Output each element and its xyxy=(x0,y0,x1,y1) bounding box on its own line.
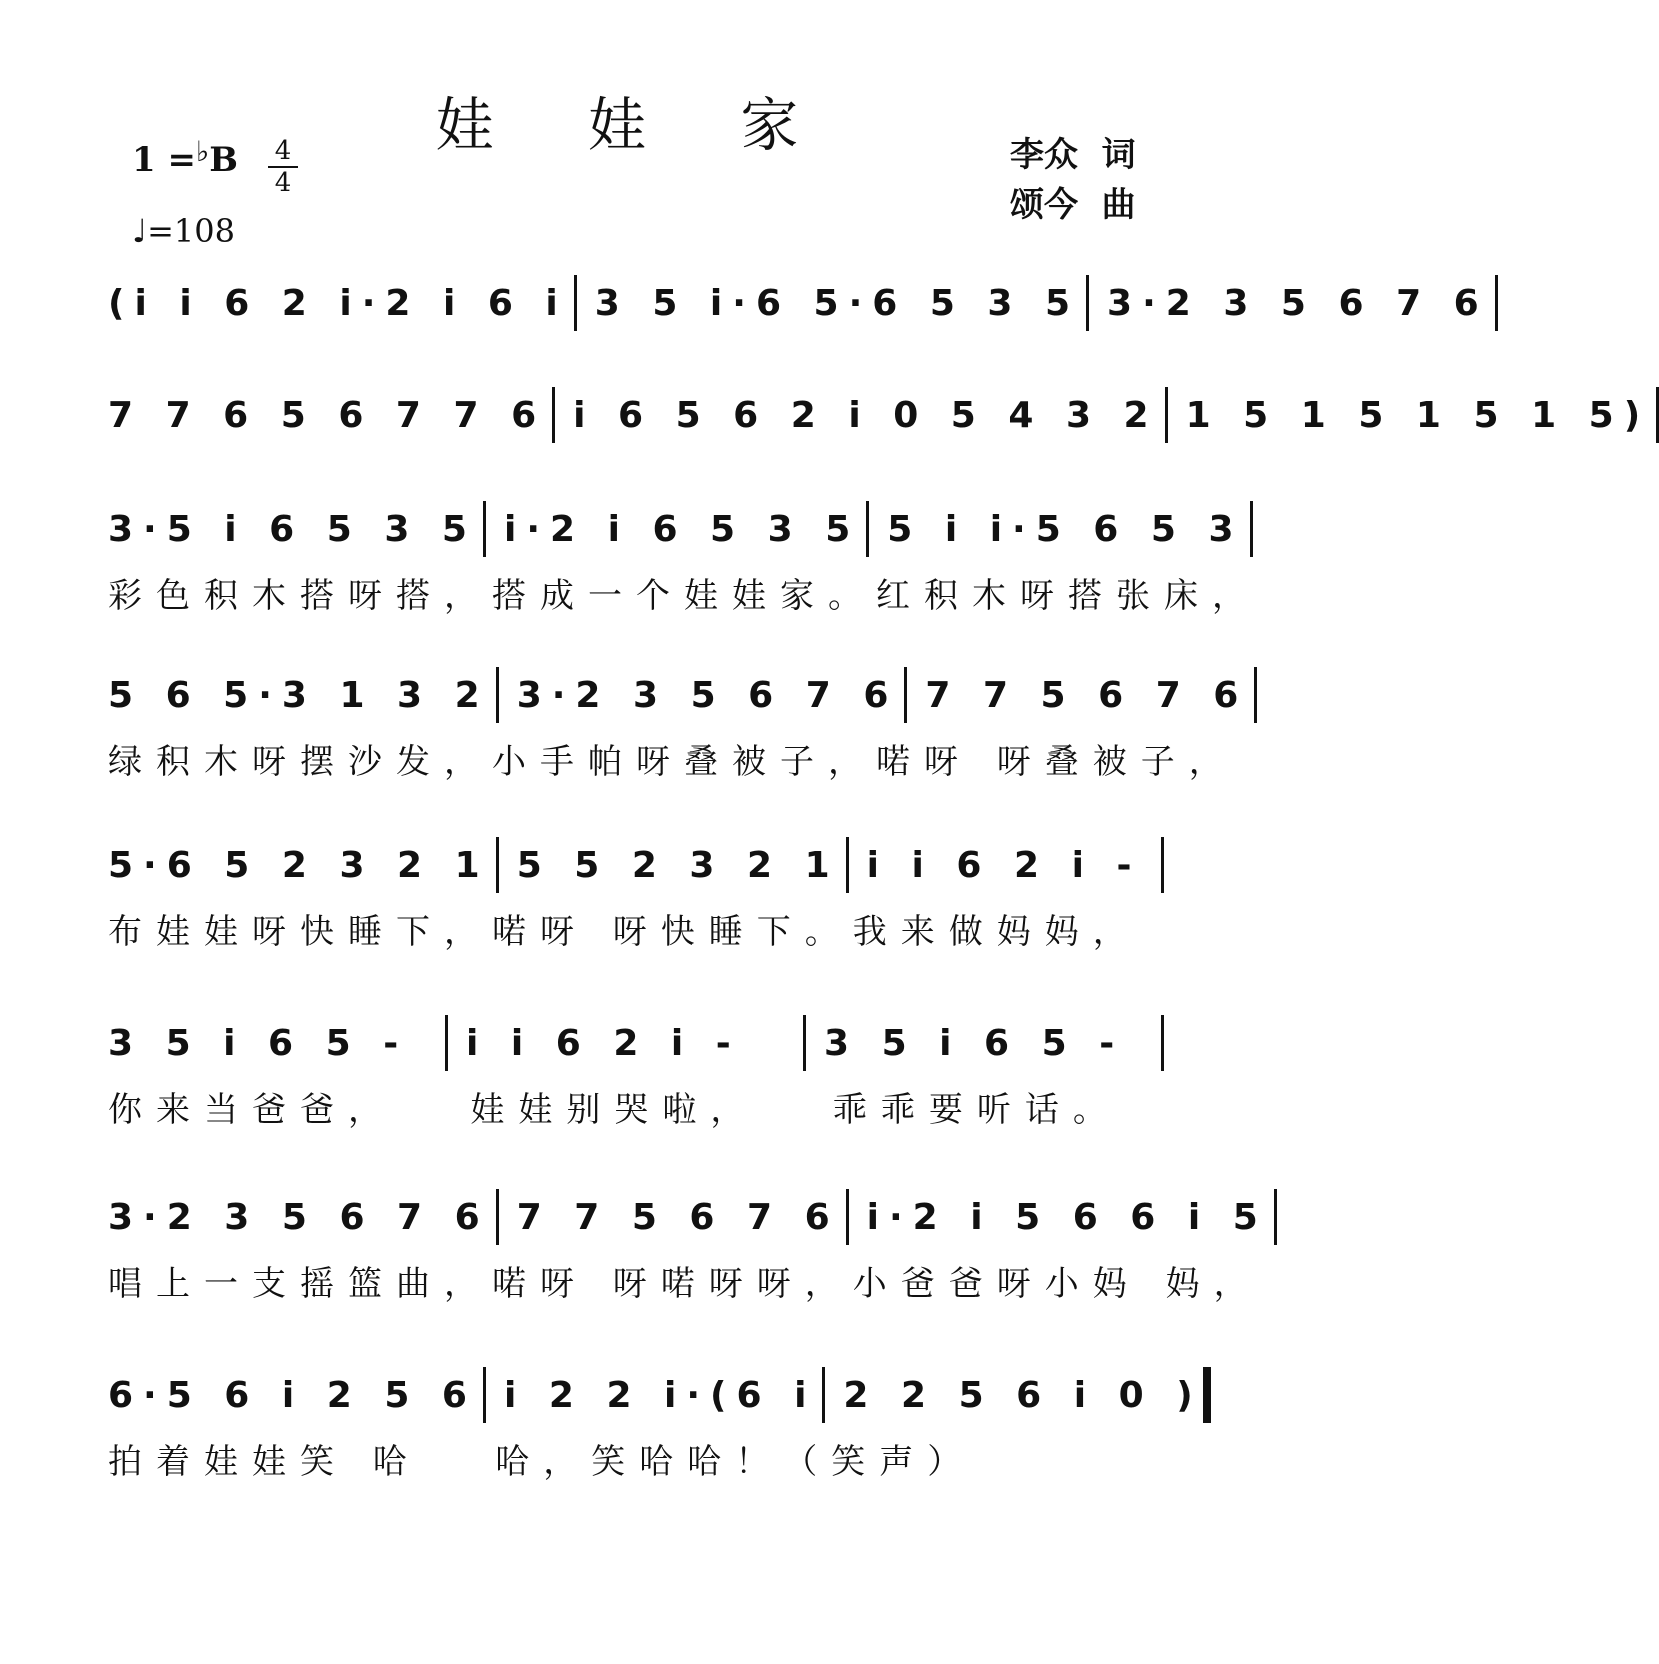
barline xyxy=(1165,387,1168,443)
measure: i·2 i 6 5 3 5 xyxy=(503,508,861,550)
barline xyxy=(496,837,499,893)
measure: i i 6 2 i - xyxy=(466,1022,741,1064)
measure: 3 5 i 6 5 - xyxy=(824,1022,1125,1064)
notes-line xyxy=(108,830,1170,900)
composer-credit: 颂今 曲 xyxy=(1010,185,1136,225)
measure: 7 7 5 6 7 6 xyxy=(925,674,1249,716)
measure: 3 5 i·6 5·6 5 3 5 xyxy=(594,282,1081,324)
final-barline xyxy=(1203,1367,1211,1423)
barline xyxy=(1161,1015,1164,1071)
key-label: 1 = xyxy=(132,140,196,180)
barline xyxy=(866,501,869,557)
measure: 1 5 1 5 1 5 1 5) xyxy=(1185,394,1651,436)
barline xyxy=(1254,667,1257,723)
barline xyxy=(445,1015,448,1071)
barline xyxy=(1250,501,1253,557)
measure: 6·5 6 i 2 5 6 xyxy=(108,1374,477,1416)
barline xyxy=(803,1015,806,1071)
barline xyxy=(1495,275,1498,331)
barline xyxy=(574,275,577,331)
measure: 3·2 3 5 6 7 6 xyxy=(108,1196,490,1238)
barline xyxy=(552,387,555,443)
measure: 7 7 5 6 7 6 xyxy=(516,1196,840,1238)
score-row-7 xyxy=(108,1182,1268,1316)
notes-line xyxy=(108,1182,1268,1252)
measure: 5·6 5 2 3 2 1 xyxy=(108,844,490,886)
notes-line xyxy=(108,1360,1203,1430)
notes-line xyxy=(108,268,1489,338)
lyric-line: 唱上一支摇篮曲，喏呀 呀喏呀呀，小爸爸呀小妈 妈， xyxy=(108,1264,1262,1304)
notes-line xyxy=(108,1008,1170,1078)
key-signature xyxy=(132,135,238,180)
time-signature xyxy=(268,138,298,196)
measure: 2 2 5 6 i 0 ) xyxy=(843,1374,1203,1416)
lyric-line: 布娃娃呀快睡下，喏呀 呀快睡下。我来做妈妈， xyxy=(108,912,1141,952)
score-row-8 xyxy=(108,1360,1203,1494)
measure: 7 7 6 5 6 7 7 6 xyxy=(108,394,547,436)
key-note: B xyxy=(209,140,238,180)
barline xyxy=(846,1189,849,1245)
barline xyxy=(483,501,486,557)
score-row-3 xyxy=(108,494,1260,628)
measure: i 6 5 6 2 i 0 5 4 3 2 xyxy=(573,394,1159,436)
measure: 5 6 5·3 1 3 2 xyxy=(108,674,490,716)
measure: 3 5 i 6 5 - xyxy=(108,1022,409,1064)
barline xyxy=(483,1367,486,1423)
score-row-6 xyxy=(108,1008,1170,1142)
measure: 5 i i·5 6 5 3 xyxy=(887,508,1244,550)
notes-line xyxy=(108,660,1249,730)
measure: 5 5 2 3 2 1 xyxy=(516,844,840,886)
song-title: 娃 娃 家 xyxy=(435,91,837,159)
credits xyxy=(1010,130,1136,230)
score-row-5 xyxy=(108,830,1170,964)
measure: 3·5 i 6 5 3 5 xyxy=(108,508,477,550)
measure: 3·2 3 5 6 7 6 xyxy=(1107,282,1489,324)
barline xyxy=(904,667,907,723)
time-signature-bottom: 4 xyxy=(274,168,292,198)
lyricist-credit: 李众 词 xyxy=(1010,135,1136,175)
measure: i·2 i 5 6 6 i 5 xyxy=(866,1196,1268,1238)
barline xyxy=(496,1189,499,1245)
flat-sign: ♭ xyxy=(195,135,210,168)
measure: 3·2 3 5 6 7 6 xyxy=(516,674,899,716)
barline xyxy=(1274,1189,1277,1245)
tempo-marking: ♩=108 xyxy=(132,212,235,250)
lyric-line: 绿积木呀摆沙发，小手帕呀叠被子，喏呀 呀叠被子， xyxy=(108,742,1237,782)
measure: i 2 2 i·(6 i xyxy=(503,1374,817,1416)
notes-line xyxy=(108,380,1651,450)
barline xyxy=(1086,275,1089,331)
lyric-line: 拍着娃娃笑 哈 哈，笑哈哈！（笑声） xyxy=(108,1442,976,1482)
time-signature-top: 4 xyxy=(274,136,292,166)
measure: i i 6 2 i - xyxy=(866,844,1142,886)
barline xyxy=(822,1367,825,1423)
score-row-4 xyxy=(108,660,1249,794)
lyric-line: 彩色积木搭呀搭，搭成一个娃娃家。红积木呀搭张床， xyxy=(108,576,1260,616)
barline xyxy=(846,837,849,893)
barline xyxy=(1161,837,1164,893)
measure: (i i 6 2 i·2 i 6 i xyxy=(108,282,568,324)
lyric-line: 你来当爸爸， 娃娃别哭啦， 乖乖要听话。 xyxy=(108,1090,1121,1130)
notes-line xyxy=(108,494,1244,564)
barline xyxy=(496,667,499,723)
